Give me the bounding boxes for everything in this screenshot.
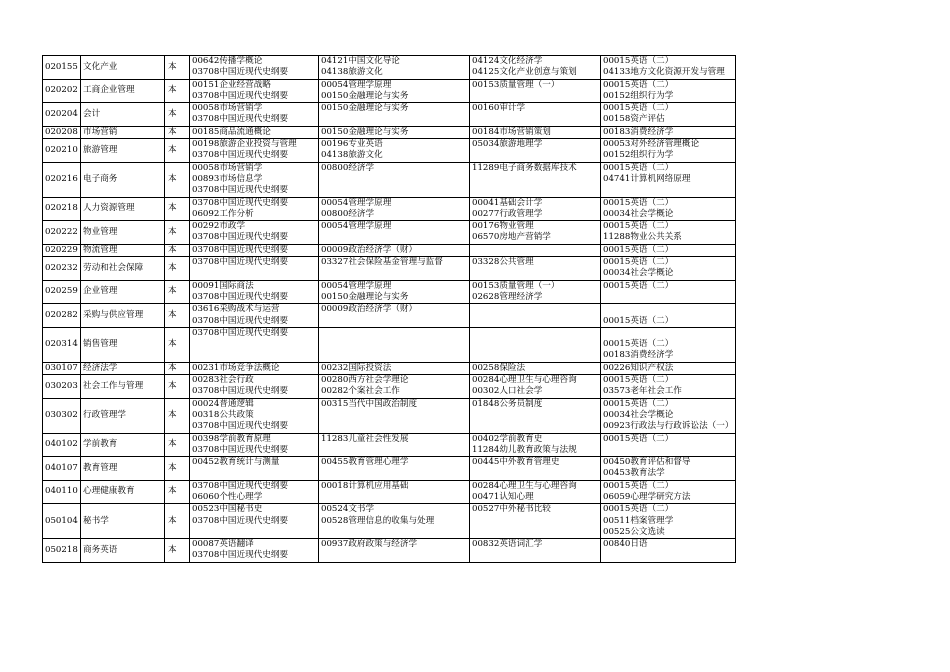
course-line: 00034社会学概论: [603, 208, 674, 219]
degree-level: 本: [165, 162, 190, 197]
major-name: 人力资源管理: [81, 197, 165, 221]
course-cell: [319, 504, 470, 539]
course-line: 01848公务员制度: [472, 398, 543, 409]
course-line: 06059心理学研究方法: [603, 491, 691, 502]
course-cell: [190, 126, 319, 138]
course-line: 00283社会行政: [192, 375, 254, 386]
degree-level: 本: [165, 280, 190, 304]
course-cell: [470, 139, 601, 163]
major-code: 020216: [43, 162, 81, 197]
major-code: 020155: [43, 56, 81, 80]
course-line: 00015英语（二）: [603, 315, 674, 326]
course-line: 04138旅游文化: [321, 67, 383, 78]
course-line: 00185商品流通概论: [192, 126, 271, 137]
major-name: 社会工作与管理: [81, 375, 165, 399]
course-cell: [601, 79, 736, 103]
table-row: [43, 257, 736, 281]
major-name: 旅游管理: [81, 139, 165, 163]
course-line: 03573老年社会工作: [603, 386, 682, 397]
course-line: 03708中国近现代史纲要: [192, 444, 289, 455]
table-row: [43, 56, 736, 80]
course-cell: [470, 162, 601, 197]
course-line: 02628管理经济学: [472, 291, 543, 302]
course-cell: [319, 79, 470, 103]
course-line: 00058市场营销学: [192, 162, 263, 173]
course-line: 06060个性心理学: [192, 491, 263, 502]
course-line: 04124文化经济学: [472, 56, 543, 66]
degree-level: 本: [165, 221, 190, 245]
course-line: 00318公共政策: [192, 409, 254, 420]
course-line: 04133地方文化资源开发与管理: [603, 67, 725, 78]
degree-level: 本: [165, 433, 190, 457]
course-line: 00015英语（二）: [603, 103, 674, 114]
course-line: 00527中外秘书比较: [472, 504, 551, 515]
major-name: 销售管理: [81, 327, 165, 362]
major-code: 030302: [43, 398, 81, 433]
course-line: 00015英语（二）: [603, 504, 674, 515]
course-cell: [470, 480, 601, 504]
course-line: 00015英语（二）: [603, 221, 674, 232]
major-name: 工商企业管理: [81, 79, 165, 103]
course-cell: [470, 197, 601, 221]
course-line: 00937政府政策与经济学: [321, 539, 418, 550]
course-line: 03327社会保险基金管理与监督: [321, 257, 443, 268]
course-line: 00058市场营销学: [192, 103, 263, 114]
course-cell: [319, 126, 470, 138]
course-line: 00153质量管理（一）: [472, 280, 560, 291]
course-line: 00183消费经济学: [603, 350, 674, 361]
table-row: [43, 280, 736, 304]
course-line: 00642传播学概论: [192, 56, 263, 66]
degree-level: 本: [165, 504, 190, 539]
course-line: [603, 304, 733, 315]
course-line: [603, 328, 733, 339]
course-line: 04138旅游文化: [321, 150, 383, 161]
major-code: 020208: [43, 126, 81, 138]
major-name: 劳动和社会保障: [81, 257, 165, 281]
course-line: 00840日语: [603, 539, 648, 550]
degree-level: 本: [165, 375, 190, 399]
course-line: 00232国际投资法: [321, 362, 392, 373]
major-code: 020282: [43, 304, 81, 328]
course-line: 00151企业经营战略: [192, 79, 271, 90]
course-cell: [190, 480, 319, 504]
course-line: 00015英语（二）: [603, 398, 674, 409]
course-cell: [470, 126, 601, 138]
degree-level: 本: [165, 362, 190, 374]
course-cell: [601, 162, 736, 197]
course-line: 03708中国近现代史纲要: [192, 421, 289, 432]
course-line: 00015英语（二）: [603, 280, 674, 291]
course-line: 00455教育管理心理学: [321, 457, 409, 468]
course-cell: [190, 79, 319, 103]
course-cell: [601, 539, 736, 563]
course-line: 00277行政管理学: [472, 208, 543, 219]
course-cell: [319, 375, 470, 399]
course-line: 00450教育评估和督导: [603, 457, 691, 468]
degree-level: 本: [165, 197, 190, 221]
course-cell: [319, 457, 470, 481]
course-cell: [601, 244, 736, 256]
major-code: 020229: [43, 244, 81, 256]
course-cell: [319, 539, 470, 563]
course-cell: [319, 257, 470, 281]
course-line: 00015英语（二）: [603, 79, 674, 90]
course-cell: [319, 197, 470, 221]
course-cell: [470, 457, 601, 481]
major-code: 020210: [43, 139, 81, 163]
course-cell: [470, 398, 601, 433]
table-row: [43, 327, 736, 362]
course-cell: [601, 257, 736, 281]
course-cell: [319, 280, 470, 304]
course-cell: [470, 79, 601, 103]
course-line: 04125文化产业创意与策划: [472, 67, 577, 78]
course-line: 00524文书学: [321, 504, 375, 515]
course-line: 00453教育法学: [603, 468, 665, 479]
course-cell: [190, 280, 319, 304]
course-cell: [601, 304, 736, 328]
course-cell: [190, 257, 319, 281]
course-cell: [319, 304, 470, 328]
major-code: 040102: [43, 433, 81, 457]
course-cell: [319, 398, 470, 433]
course-line: 03708中国近现代史纲要: [192, 327, 289, 338]
course-line: 00893市场信息学: [192, 173, 263, 184]
course-line: 11289电子商务数据库技术: [472, 162, 577, 173]
course-cell: [470, 103, 601, 127]
course-cell: [190, 433, 319, 457]
course-line: 00183消费经济学: [603, 126, 674, 137]
course-line: 03708中国近现代史纲要: [192, 315, 289, 326]
table-row: [43, 79, 736, 103]
major-name: 物业管理: [81, 221, 165, 245]
table-row: [43, 539, 736, 563]
course-line: 00196专业英语: [321, 139, 383, 150]
course-line: 11283儿童社会性发展: [321, 433, 409, 444]
course-cell: [190, 398, 319, 433]
course-line: 00282个案社会工作: [321, 386, 400, 397]
table-row: [43, 139, 736, 163]
course-cell: [601, 280, 736, 304]
course-cell: [190, 162, 319, 197]
major-code: 020259: [43, 280, 81, 304]
course-line: 00528管理信息的收集与处理: [321, 515, 435, 526]
course-line: 03708中国近现代史纲要: [192, 257, 289, 268]
course-cell: [470, 327, 601, 362]
major-code: 020202: [43, 79, 81, 103]
course-line: 00015英语（二）: [603, 56, 674, 66]
course-line: 00034社会学概论: [603, 268, 674, 279]
table-row: [43, 480, 736, 504]
course-cell: [470, 433, 601, 457]
course-cell: [319, 103, 470, 127]
course-cell: [319, 221, 470, 245]
course-line: 00054管理学原理: [321, 280, 392, 291]
course-cell: [470, 56, 601, 80]
course-line: 03708中国近现代史纲要: [192, 67, 289, 78]
course-line: 00150金融理论与实务: [321, 90, 409, 101]
course-line: 00398学前教育原理: [192, 433, 271, 444]
course-line: 00091国际商法: [192, 280, 254, 291]
course-line: 00284心理卫生与心理咨询: [472, 480, 577, 491]
degree-level: 本: [165, 139, 190, 163]
major-name: 文化产业: [81, 56, 165, 80]
table-row: [43, 433, 736, 457]
course-cell: [190, 139, 319, 163]
major-name: 电子商务: [81, 162, 165, 197]
course-cell: [470, 221, 601, 245]
course-line: 00015英语（二）: [603, 375, 674, 386]
course-line: 00009政治经济学（财）: [321, 244, 418, 255]
course-cell: [319, 139, 470, 163]
course-cell: [190, 362, 319, 374]
course-line: 03708中国近现代史纲要: [192, 114, 289, 125]
course-cell: [601, 362, 736, 374]
major-name: 心理健康教育: [81, 480, 165, 504]
course-line: 00315当代中国政治制度: [321, 398, 418, 409]
course-cell: [319, 433, 470, 457]
major-code: 050218: [43, 539, 81, 563]
course-line: 00015英语（二）: [603, 257, 674, 268]
course-line: 03708中国近现代史纲要: [192, 90, 289, 101]
course-line: 11284幼儿教育政策与法规: [472, 444, 577, 455]
course-line: 00800经济学: [321, 162, 375, 173]
table-row: [43, 126, 736, 138]
major-code: 030107: [43, 362, 81, 374]
course-line: 00452教育统计与测量: [192, 457, 280, 468]
degree-level: 本: [165, 244, 190, 256]
course-line: 03708中国近现代史纲要: [192, 232, 289, 243]
major-name: 企业管理: [81, 280, 165, 304]
course-cell: [470, 280, 601, 304]
major-name: 秘书学: [81, 504, 165, 539]
course-cell: [190, 56, 319, 80]
degree-level: 本: [165, 79, 190, 103]
table-row: [43, 244, 736, 256]
table-row: [43, 504, 736, 539]
table-row: [43, 398, 736, 433]
major-name: 行政管理学: [81, 398, 165, 433]
major-code: 020222: [43, 221, 81, 245]
table-row: [43, 103, 736, 127]
course-line: 00015英语（二）: [603, 162, 674, 173]
course-line: 03708中国近现代史纲要: [192, 515, 289, 526]
major-code: 040107: [43, 457, 81, 481]
course-line: 00015英语（二）: [603, 433, 674, 444]
course-cell: [470, 257, 601, 281]
major-name: 市场营销: [81, 126, 165, 138]
course-line: 00034社会学概论: [603, 409, 674, 420]
course-line: 03616采购战术与运营: [192, 304, 280, 315]
course-cell: [319, 480, 470, 504]
major-name: 商务英语: [81, 539, 165, 563]
course-line: 00150金融理论与实务: [321, 291, 409, 302]
course-line: 00402学前教育史: [472, 433, 543, 444]
course-cell: [601, 433, 736, 457]
course-line: 00153质量管理（一）: [472, 79, 560, 90]
course-line: 00087英语翻译: [192, 539, 254, 550]
major-name: 物流管理: [81, 244, 165, 256]
course-line: 00226知识产权法: [603, 362, 674, 373]
course-cell: [601, 398, 736, 433]
major-name: 会计: [81, 103, 165, 127]
course-cell: [601, 103, 736, 127]
major-code: 030203: [43, 375, 81, 399]
course-line: 00015英语（二）: [603, 339, 674, 350]
course-line: 00176物业管理: [472, 221, 534, 232]
course-line: 00009政治经济学（财）: [321, 304, 418, 315]
course-line: 06092工作分析: [192, 208, 254, 219]
table-row: [43, 197, 736, 221]
course-cell: [319, 327, 470, 362]
course-line: 00015英语（二）: [603, 244, 674, 255]
course-cell: [470, 304, 601, 328]
table-row: [43, 304, 736, 328]
course-cell: [470, 362, 601, 374]
course-cell: [470, 539, 601, 563]
major-name: 学前教育: [81, 433, 165, 457]
course-line: 03708中国近现代史纲要: [192, 244, 289, 255]
course-line: 00150金融理论与实务: [321, 103, 409, 114]
course-line: 05034旅游地理学: [472, 139, 543, 150]
major-code: 050104: [43, 504, 81, 539]
course-cell: [601, 139, 736, 163]
course-line: 00054管理学原理: [321, 221, 392, 232]
course-cell: [190, 103, 319, 127]
course-line: 00800经济学: [321, 208, 375, 219]
major-name: 教育管理: [81, 457, 165, 481]
course-line: 00284心理卫生与心理咨询: [472, 375, 577, 386]
course-cell: [190, 504, 319, 539]
course-cell: [190, 539, 319, 563]
course-line: 00445中外教育管理史: [472, 457, 560, 468]
degree-level: 本: [165, 257, 190, 281]
course-line: 00015英语（二）: [603, 197, 674, 208]
course-line: 03708中国近现代史纲要: [192, 185, 289, 196]
degree-level: 本: [165, 398, 190, 433]
course-plan-table: [42, 55, 736, 563]
course-line: 06570房地产营销学: [472, 232, 551, 243]
table-row: [43, 457, 736, 481]
course-cell: [190, 244, 319, 256]
degree-level: 本: [165, 480, 190, 504]
major-name: 采购与供应管理: [81, 304, 165, 328]
course-line: 00160审计学: [472, 103, 526, 114]
table-row: [43, 221, 736, 245]
course-line: 00302人口社会学: [472, 386, 543, 397]
course-line: 00832英语词汇学: [472, 539, 543, 550]
course-line: 03708中国近现代史纲要: [192, 150, 289, 161]
course-cell: [190, 221, 319, 245]
degree-level: 本: [165, 103, 190, 127]
course-line: 03708中国近现代史纲要: [192, 550, 289, 561]
course-line: 00525公文选读: [603, 526, 665, 537]
course-line: 03328公共管理: [472, 257, 534, 268]
course-cell: [470, 244, 601, 256]
course-line: 00280西方社会学理论: [321, 375, 409, 386]
course-line: 00471认知心理: [472, 491, 534, 502]
degree-level: 本: [165, 56, 190, 80]
course-line: 03708中国近现代史纲要: [192, 480, 289, 491]
course-cell: [190, 197, 319, 221]
course-cell: [601, 126, 736, 138]
course-line: 00018计算机应用基础: [321, 480, 409, 491]
course-cell: [470, 375, 601, 399]
course-line: 00041基础会计学: [472, 197, 543, 208]
degree-level: 本: [165, 126, 190, 138]
course-line: 00158资产评估: [603, 114, 665, 125]
table-row: [43, 375, 736, 399]
course-cell: [601, 375, 736, 399]
degree-level: 本: [165, 304, 190, 328]
course-line: 00152组织行为学: [603, 150, 674, 161]
course-cell: [601, 457, 736, 481]
major-code: 020218: [43, 197, 81, 221]
table-row: [43, 362, 736, 374]
course-cell: [319, 56, 470, 80]
degree-level: 本: [165, 539, 190, 563]
course-line: 00523中国秘书史: [192, 504, 263, 515]
course-line: 03708中国近现代史纲要: [192, 197, 289, 208]
major-code: 020232: [43, 257, 81, 281]
course-line: 00053对外经济管理概论: [603, 139, 700, 150]
course-line: 11288物业公共关系: [603, 232, 682, 243]
course-line: 00184市场营销策划: [472, 126, 551, 137]
course-cell: [601, 480, 736, 504]
major-code: 020204: [43, 103, 81, 127]
course-line: 00511档案管理学: [603, 515, 674, 526]
major-code: 020314: [43, 327, 81, 362]
course-line: 00150金融理论与实务: [321, 126, 409, 137]
course-cell: [470, 504, 601, 539]
course-line: 00024普通逻辑: [192, 398, 254, 409]
course-line: 00152组织行为学: [603, 90, 674, 101]
course-line: 04741计算机网络原理: [603, 173, 691, 184]
course-line: 00292市政学: [192, 221, 246, 232]
course-cell: [190, 457, 319, 481]
course-line: 00923行政法与行政诉讼法（一）: [603, 421, 734, 432]
table-row: [43, 162, 736, 197]
course-cell: [601, 56, 736, 80]
course-cell: [601, 327, 736, 362]
course-line: 00015英语（二）: [603, 480, 674, 491]
course-line: 04121中国文化导论: [321, 56, 400, 66]
course-cell: [190, 375, 319, 399]
course-cell: [319, 362, 470, 374]
course-cell: [190, 327, 319, 362]
course-line: 00258保险法: [472, 362, 526, 373]
course-cell: [601, 504, 736, 539]
course-line: 00054管理学原理: [321, 197, 392, 208]
major-code: 040110: [43, 480, 81, 504]
major-name: 经济法学: [81, 362, 165, 374]
course-cell: [601, 197, 736, 221]
course-line: 00054管理学原理: [321, 79, 392, 90]
course-cell: [190, 304, 319, 328]
table-body: [43, 56, 736, 563]
course-cell: [319, 244, 470, 256]
course-line: 00198旅游企业投资与管理: [192, 139, 297, 150]
course-cell: [601, 221, 736, 245]
degree-level: 本: [165, 457, 190, 481]
degree-level: 本: [165, 327, 190, 362]
course-line: 03708中国近现代史纲要: [192, 291, 289, 302]
course-cell: [319, 162, 470, 197]
course-line: 03708中国近现代史纲要: [192, 386, 289, 397]
course-line: 00231市场竞争法概论: [192, 362, 280, 373]
